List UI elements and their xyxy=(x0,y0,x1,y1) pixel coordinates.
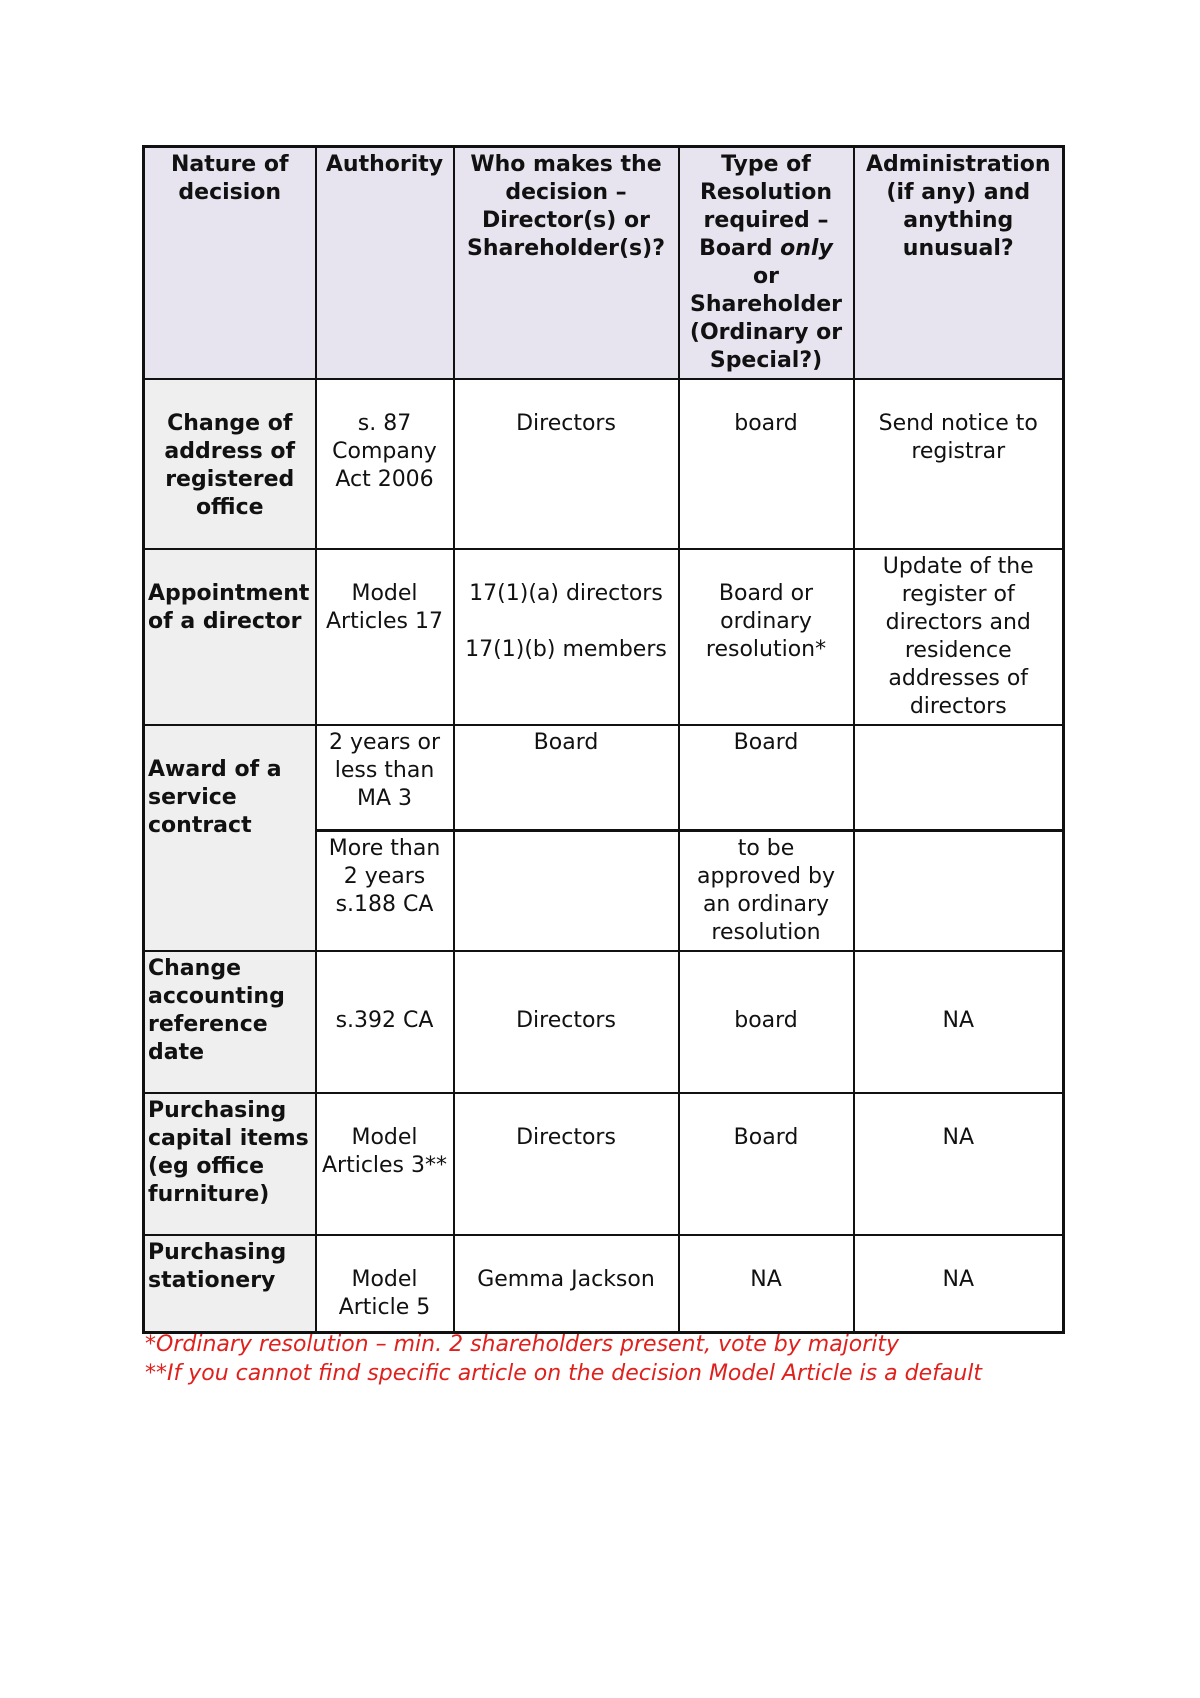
row-admin: Send notice to registrar xyxy=(854,379,1064,549)
header-who: Who makes the decision – Director(s) or Shareholder(s)? xyxy=(454,147,679,380)
who-line-1: 17(1)(a) directors xyxy=(469,581,663,606)
row-type: Board xyxy=(679,1093,854,1235)
row-nature: Purchasing capital items (eg office furniture) xyxy=(144,1093,316,1235)
row-authority: s.392 CA xyxy=(316,951,454,1093)
footnotes xyxy=(145,1330,982,1388)
row-who: Directors xyxy=(454,951,679,1093)
table-row xyxy=(144,549,1064,725)
row-type: to be approved by an ordinary resolution xyxy=(679,830,854,951)
row-authority: s. 87 Company Act 2006 xyxy=(316,379,454,549)
row-type: board xyxy=(679,951,854,1093)
header-authority: Authority xyxy=(316,147,454,380)
header-admin: Administration (if any) and anything unusual? xyxy=(854,147,1064,380)
row-authority: Model Articles 3** xyxy=(316,1093,454,1235)
row-nature: Change accounting reference date xyxy=(144,951,316,1093)
header-nature: Nature of decision xyxy=(144,147,316,380)
row-who: Directors xyxy=(454,1093,679,1235)
document-page xyxy=(142,145,1062,1334)
footnote-model-article-default: **If you cannot find specific article on the decision Model Article is a default xyxy=(145,1361,983,1386)
row-nature: Purchasing stationery xyxy=(144,1235,316,1333)
row-type: NA xyxy=(679,1235,854,1333)
row-authority: More than 2 years s.188 CA xyxy=(316,830,454,951)
table-row xyxy=(144,1235,1064,1333)
row-authority: Model Articles 17 xyxy=(316,549,454,725)
row-who xyxy=(454,830,679,951)
row-nature: Change of address of registered office xyxy=(144,379,316,549)
table-row xyxy=(144,725,1064,830)
row-type: Board or ordinary resolution* xyxy=(679,549,854,725)
table-row xyxy=(144,1093,1064,1235)
header-type-part-b: or Shareholder (Ordinary or Special?) xyxy=(689,264,843,373)
row-authority: Model Article 5 xyxy=(316,1235,454,1333)
who-line-2: 17(1)(b) members xyxy=(465,637,667,662)
header-row xyxy=(144,147,1064,380)
row-admin xyxy=(854,830,1064,951)
row-nature: Award of a service contract xyxy=(144,725,316,951)
row-who: Board xyxy=(454,725,679,830)
table-row xyxy=(144,951,1064,1093)
row-type: board xyxy=(679,379,854,549)
decision-table xyxy=(142,145,1065,1334)
row-nature: Appointment of a director xyxy=(144,549,316,725)
row-admin: NA xyxy=(854,951,1064,1093)
footnote-ordinary-resolution: *Ordinary resolution – min. 2 shareholders present, vote by majority xyxy=(145,1332,900,1357)
header-type xyxy=(679,147,854,380)
row-admin: Update of the register of directors and residence addresses of directors xyxy=(854,549,1064,725)
row-authority: 2 years or less than MA 3 xyxy=(316,725,454,830)
row-admin xyxy=(854,725,1064,830)
row-admin: NA xyxy=(854,1093,1064,1235)
row-who xyxy=(454,549,679,725)
row-who: Directors xyxy=(454,379,679,549)
row-type: Board xyxy=(679,725,854,830)
row-admin: NA xyxy=(854,1235,1064,1333)
row-who: Gemma Jackson xyxy=(454,1235,679,1333)
header-type-part-a: Type of Resolution required – Board xyxy=(699,152,833,261)
header-type-italic: only xyxy=(780,236,833,261)
table-row xyxy=(144,379,1064,549)
